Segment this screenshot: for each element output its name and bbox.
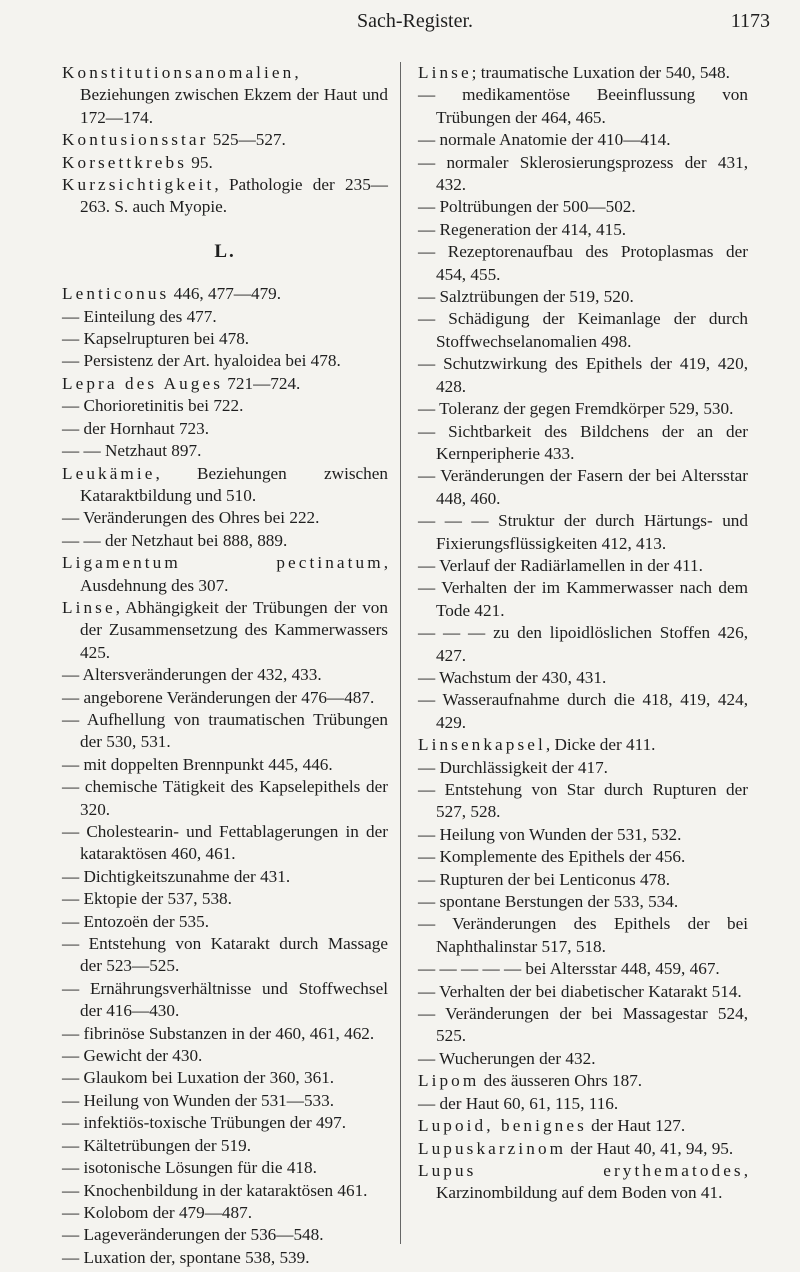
- index-subentry: [418, 152, 748, 197]
- index-subentry: [418, 1003, 748, 1048]
- entry-text: — Chorioretinitis bei 722.: [62, 396, 244, 416]
- entry-text: — der Hornhaut 723.: [62, 418, 210, 438]
- index-subentry: [418, 129, 748, 151]
- index-entry: [62, 62, 388, 129]
- index-entry: [418, 1160, 748, 1205]
- index-subentry: [418, 779, 748, 824]
- index-subentry: [62, 507, 388, 529]
- index-subentry: [62, 1202, 388, 1224]
- entry-text: — infektiös-toxische Trübungen der 497.: [62, 1113, 347, 1133]
- entry-keyword: Lipom: [418, 1071, 480, 1091]
- index-entry: [62, 152, 388, 174]
- index-subentry: [418, 286, 748, 308]
- index-subentry: [62, 754, 388, 776]
- entry-text: — Regeneration der 414, 415.: [418, 219, 627, 239]
- index-subentry: [418, 689, 748, 734]
- index-subentry: [418, 824, 748, 846]
- right-column: [418, 62, 748, 1205]
- entry-text: , Karzinombildung auf dem Boden von 41.: [436, 1160, 748, 1203]
- index-subentry: [62, 306, 388, 328]
- page-number: 1173: [730, 10, 770, 32]
- index-entry: [62, 373, 388, 395]
- index-entry: [418, 62, 748, 84]
- entry-text: — normale Anatomie der 410—414.: [418, 130, 671, 150]
- entry-text: der Haut 127.: [586, 1116, 686, 1136]
- entry-keyword: Korsettkrebs: [62, 152, 187, 172]
- entry-text: — Dichtigkeitszunahme der 431.: [62, 866, 291, 886]
- entry-text: — Cholestearin- und Fettablagerungen in der kataraktösen 460, 461.: [62, 822, 388, 864]
- entry-text: der Haut 40, 41, 94, 95.: [566, 1138, 734, 1158]
- entry-text: — Persistenz der Art. hyaloidea bei 478.: [62, 351, 341, 371]
- entry-text: — Luxation der, spontane 538, 539.: [62, 1247, 310, 1267]
- entry-keyword: Lupuskarzinom: [418, 1138, 567, 1158]
- entry-text: — Heilung von Wunden der 531, 532.: [418, 824, 682, 844]
- entry-text: 95.: [186, 152, 213, 172]
- entry-text: 525—527.: [208, 130, 286, 150]
- index-subentry: [418, 1048, 748, 1070]
- index-subentry: [418, 398, 748, 420]
- entry-text: — chemische Tätigkeit des Kapselepithels der 320.: [62, 777, 388, 819]
- index-subentry: [418, 353, 748, 398]
- entry-text: , Pathologie der 235—263. S. auch Myopie.: [80, 175, 388, 217]
- index-subentry: [62, 933, 388, 978]
- entry-text: — Entozoën der 535.: [62, 911, 210, 931]
- entry-text: — Durchlässigkeit der 417.: [418, 757, 608, 777]
- index-subentry: [418, 757, 748, 779]
- entry-keyword: Ligamentum pectinatum: [62, 553, 384, 573]
- entry-keyword: Leukämie: [62, 463, 156, 483]
- entry-text: — Kolobom der 479—487.: [62, 1202, 253, 1222]
- entry-keyword: Linse: [418, 63, 472, 82]
- index-subentry: [418, 555, 748, 577]
- entry-text: — Kapselrupturen bei 478.: [62, 329, 250, 349]
- index-subentry: [62, 1090, 388, 1112]
- entry-text: — — — — — bei Altersstar 448, 459, 467.: [418, 959, 720, 979]
- index-subentry: [62, 350, 388, 372]
- index-subentry: [62, 418, 388, 440]
- entry-text: — Rupturen der bei Lenticonus 478.: [418, 869, 671, 889]
- index-subentry: [62, 978, 388, 1023]
- entry-text: ; traumatische Luxation der 540, 548.: [471, 63, 730, 82]
- index-subentry: [418, 241, 748, 286]
- index-subentry: [418, 981, 748, 1003]
- index-entry: [418, 734, 748, 756]
- entry-text: — — — zu den lipoidlöslichen Stoffen 426, 427.: [418, 623, 748, 665]
- entry-text: — Kältetrübungen der 519.: [62, 1135, 252, 1155]
- index-subentry: [62, 911, 388, 933]
- entry-text: — Knochenbildung in der kataraktösen 461.: [62, 1180, 368, 1200]
- index-subentry: [418, 219, 748, 241]
- index-subentry: [62, 328, 388, 350]
- index-entry: [62, 463, 388, 508]
- entry-text: , Beziehungen zwischen Ekzem der Haut und 172—174.: [80, 63, 388, 127]
- index-subentry: [418, 308, 748, 353]
- running-title: Sach-Register.: [356, 10, 474, 32]
- entry-text: — Toleranz der gegen Fremdkörper 529, 530.: [418, 399, 734, 419]
- index-subentry: [62, 1067, 388, 1089]
- entry-text: , Beziehungen zwischen Kataraktbildung und 510.: [80, 463, 388, 505]
- entry-text: — Glaukom bei Luxation der 360, 361.: [62, 1068, 335, 1088]
- entry-text: — fibrinöse Substanzen in der 460, 461, 462.: [62, 1023, 375, 1043]
- entry-text: — Entstehung von Star durch Rupturen der 527, 528.: [418, 780, 748, 822]
- entry-text: — mit doppelten Brennpunkt 445, 446.: [62, 754, 333, 774]
- index-subentry: [62, 1023, 388, 1045]
- entry-text: — Verlauf der Radiärlamellen in der 411.: [418, 555, 703, 575]
- index-subentry: [418, 196, 748, 218]
- entry-text: — Altersveränderungen der 432, 433.: [62, 665, 322, 685]
- index-entry: [62, 174, 388, 219]
- entry-keyword: Lupus erythematodes: [418, 1160, 744, 1180]
- entry-text: — Wucherungen der 432.: [418, 1048, 596, 1068]
- index-subentry: [62, 866, 388, 888]
- index-subentry: [62, 395, 388, 417]
- index-subentry: [418, 667, 748, 689]
- column-divider: [400, 62, 401, 1244]
- index-subentry: [62, 1112, 388, 1134]
- entry-text: — Rezeptorenaufbau des Protoplasmas der 454, 455.: [418, 242, 748, 284]
- entry-text: — Komplemente des Epithels der 456.: [418, 847, 686, 867]
- index-entry: [62, 283, 388, 305]
- entry-text: des äusseren Ohrs 187.: [479, 1071, 643, 1091]
- entry-text: — Schädigung der Keimanlage der durch Stoffwechselanomalien 498.: [418, 309, 748, 351]
- entry-text: — — — Struktur der durch Härtungs- und Fixierungsflüssigkeiten 412, 413.: [418, 511, 748, 553]
- entry-text: , Abhängigkeit der Trübungen der von der Zusammensetzung des Kammerwassers 425.: [80, 597, 388, 662]
- entry-text: — Verhalten der im Kammerwasser nach dem Tode 421.: [418, 578, 748, 620]
- entry-text: — Veränderungen der bei Massagestar 524, 525.: [418, 1004, 748, 1046]
- entry-text: — Aufhellung von traumatischen Trübungen der 530, 531.: [62, 709, 388, 752]
- entry-text: — Gewicht der 430.: [62, 1046, 203, 1066]
- entry-text: — Wachstum der 430, 431.: [418, 667, 607, 687]
- index-subentry: [62, 821, 388, 866]
- index-subentry: [418, 869, 748, 891]
- index-entry: [418, 1115, 748, 1137]
- left-column: [62, 62, 388, 1269]
- index-subentry: [62, 664, 388, 686]
- entry-text: — Sichtbarkeit des Bildchens der an der Kernperipherie 433.: [418, 421, 748, 463]
- index-entry: [418, 1070, 748, 1092]
- index-subentry: [62, 1157, 388, 1179]
- section-letter: L.: [214, 240, 236, 262]
- index-entry: [418, 1138, 748, 1160]
- entry-keyword: Linse: [62, 597, 116, 617]
- index-subentry: [418, 510, 748, 555]
- entry-text: — Einteilung des 477.: [62, 306, 217, 326]
- entry-text: — isotonische Lösungen für die 418.: [62, 1158, 317, 1178]
- entry-text: — Poltrübungen der 500—502.: [418, 197, 636, 217]
- entry-keyword: Kurzsichtigkeit: [62, 175, 215, 195]
- index-subentry: [62, 1045, 388, 1067]
- entry-text: 721—724.: [223, 373, 301, 393]
- entry-keyword: Kontusionsstar: [62, 130, 209, 150]
- entry-text: — Salztrübungen der 519, 520.: [418, 287, 634, 307]
- entry-text: — Ernährungsverhältnisse und Stoffwechsel der 416—430.: [62, 978, 388, 1021]
- index-subentry: [418, 846, 748, 868]
- index-subentry: [418, 465, 748, 510]
- entry-text: — Heilung von Wunden der 531—533.: [62, 1090, 335, 1110]
- entry-text: — Ektopie der 537, 538.: [62, 889, 232, 909]
- index-subentry: [62, 687, 388, 709]
- entry-text: — Veränderungen des Ohres bei 222.: [62, 508, 320, 528]
- index-subentry: [62, 776, 388, 821]
- index-subentry: [62, 440, 388, 462]
- entry-text: — Veränderungen der Fasern der bei Altersstar 448, 460.: [418, 466, 748, 508]
- entry-text: — Veränderungen des Epithels der bei Naphthalinstar 517, 518.: [418, 914, 748, 956]
- entry-text: — Wasseraufnahme durch die 418, 419, 424, 429.: [418, 690, 748, 732]
- index-subentry: [418, 958, 748, 980]
- entry-keyword: Lupoid, benignes: [418, 1116, 587, 1136]
- index-subentry: [418, 913, 748, 958]
- index-entry: [62, 597, 388, 664]
- index-subentry: [418, 421, 748, 466]
- page-header: [60, 10, 770, 40]
- index-entry: [62, 129, 388, 151]
- entry-text: — Schutzwirkung des Epithels der 419, 420, 428.: [418, 354, 748, 396]
- entry-text: — medikamentöse Beeinflussung von Trübungen der 464, 465.: [418, 85, 748, 127]
- index-subentry: [418, 84, 748, 129]
- index-subentry: [62, 1135, 388, 1157]
- entry-text: — — Netzhaut 897.: [62, 441, 202, 461]
- entry-text: — — der Netzhaut bei 888, 889.: [62, 530, 288, 550]
- index-subentry: [418, 622, 748, 667]
- entry-text: — Verhalten der bei diabetischer Katarakt 514.: [418, 981, 742, 1001]
- index-subentry: [62, 1180, 388, 1202]
- entry-text: , Ausdehnung des 307.: [80, 553, 388, 595]
- index-subentry: [62, 1224, 388, 1246]
- entry-keyword: Lenticonus: [62, 284, 170, 304]
- entry-text: , Dicke der 411.: [545, 735, 656, 755]
- entry-keyword: Linsenkapsel: [418, 735, 546, 755]
- entry-text: — der Haut 60, 61, 115, 116.: [418, 1093, 619, 1113]
- index-subentry: [62, 530, 388, 552]
- index-subentry: [62, 1247, 388, 1269]
- index-subentry: [418, 577, 748, 622]
- index-subentry: [418, 891, 748, 913]
- entry-text: — angeborene Veränderungen der 476—487.: [62, 687, 375, 707]
- entry-keyword: Lepra des Auges: [62, 373, 223, 393]
- index-subentry: [62, 709, 388, 754]
- entry-text: 446, 477—479.: [169, 284, 282, 304]
- entry-text: — Lageveränderungen der 536—548.: [62, 1225, 324, 1245]
- entry-text: — normaler Sklerosierungsprozess der 431, 432.: [418, 152, 748, 195]
- index-subentry: [62, 888, 388, 910]
- index-subentry: [418, 1093, 748, 1115]
- index-entry: [62, 552, 388, 597]
- entry-text: — Entstehung von Katarakt durch Massage der 523—525.: [62, 934, 388, 976]
- entry-keyword: Konstitutionsanomalien: [62, 63, 295, 82]
- entry-text: — spontane Berstungen der 533, 534.: [418, 892, 679, 912]
